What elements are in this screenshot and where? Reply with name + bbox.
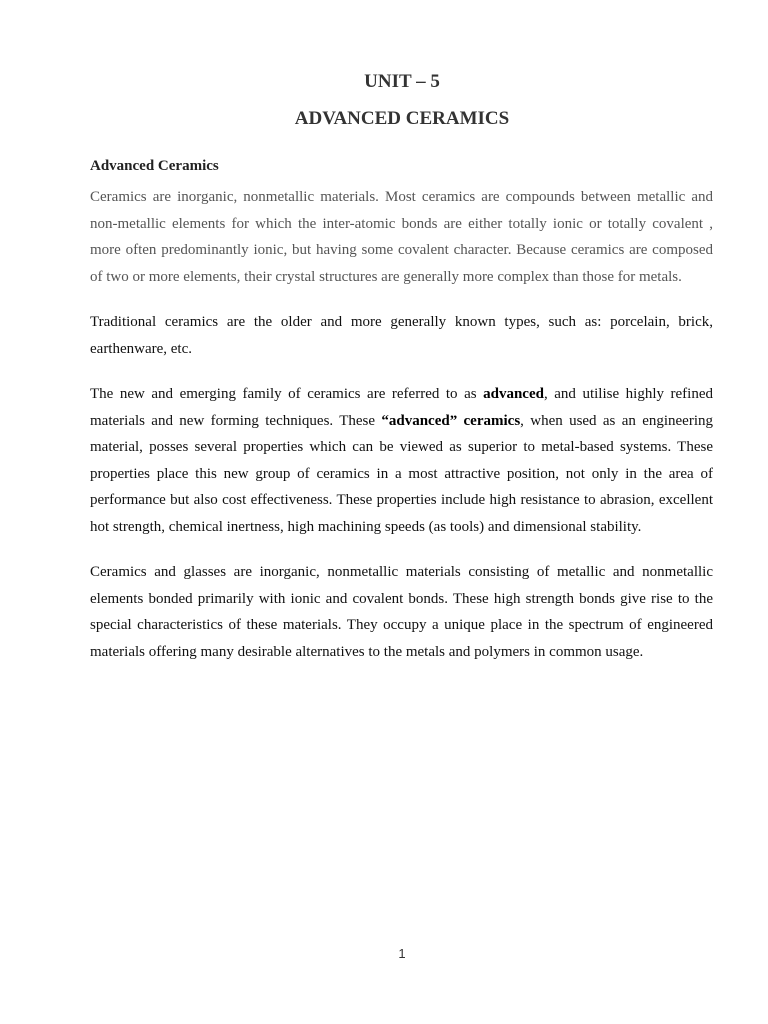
chapter-title: ADVANCED CERAMICS	[294, 108, 510, 129]
paragraph-text-segment: , when used as an engineering material, posses several properties which can be viewed as superior to metal-based systems. These properties place this new group of ceramics in a most attractive position, not only in the area of performance but also cost effectiveness. These properties include high resistance to abrasion, excellent hot strength, chemical inertness, high machining speeds (as tools) and dimensional stability.	[90, 412, 713, 535]
paragraph-text-segment: , and utilise highly refined materials and new forming techniques. These	[90, 386, 713, 429]
bold-term-advanced-ceramics: “advanced” ceramics	[381, 412, 521, 429]
section-heading: Advanced Ceramics	[90, 158, 219, 174]
paragraph-ceramics-definition: Ceramics are inorganic, nonmetallic materials. Most ceramics are compounds between metallic and non-metallic elements for which the inter-atomic bonds are either totally ionic or totally covalent , more often predominantly ionic, but having some covalent character. Because ceramics are composed of two or more elements, their crystal structures are generally more complex than those for metals.	[90, 189, 713, 285]
paragraph-advanced-ceramics	[90, 381, 713, 540]
bold-term-advanced: advanced	[483, 386, 544, 402]
paragraph-traditional-ceramics: Traditional ceramics are the older and more generally known types, such as: porcelain, brick, earthenware, etc.	[90, 314, 713, 357]
paragraph-ceramics-and-glasses: Ceramics and glasses are inorganic, nonmetallic materials consisting of metallic and nonmetallic elements bonded primarily with ionic and covalent bonds. These high strength bonds give rise to the special characteristics of these materials. They occupy a unique place in the spectrum of engineered materials offering many desirable alternatives to the metals and polymers in common usage.	[90, 564, 713, 660]
page-number: 1	[398, 946, 406, 961]
paragraph-text-segment: The new and emerging family of ceramics are referred to as	[90, 386, 484, 402]
unit-title: UNIT – 5	[364, 71, 440, 92]
